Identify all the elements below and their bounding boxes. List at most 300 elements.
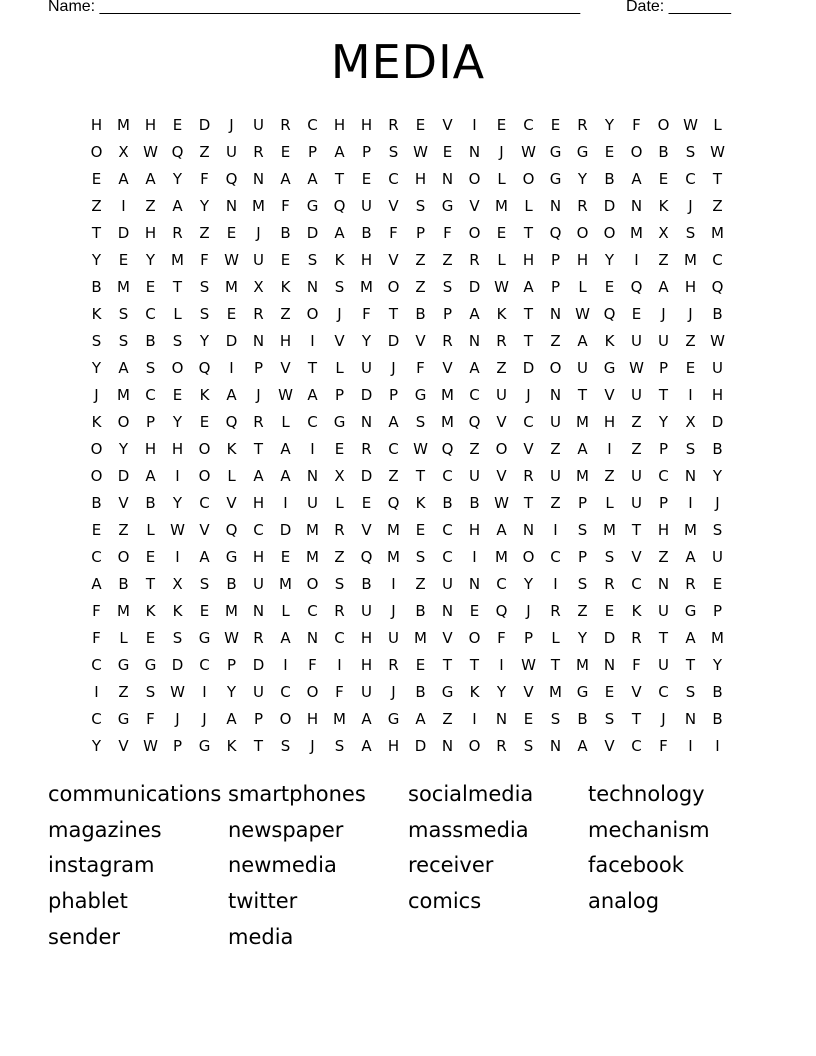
grid-letter: O [306,575,319,593]
grid-letter: M [306,548,319,566]
grid-letter: Z [415,278,426,296]
grid-letter: F [497,629,506,647]
grid-letter: A [307,386,318,404]
grid-letter: V [280,359,291,377]
grid-letter: G [414,386,427,404]
grid-letter: A [415,710,426,728]
grid-letter: S [307,251,318,269]
grid-letter: H [144,440,157,458]
grid-letter: W [521,656,536,674]
grid-letter: J [256,386,261,404]
grid-letter: R [172,224,183,242]
grid-letter: U [577,359,588,377]
grid-letter: E [523,710,534,728]
grid-letter: H [144,224,157,242]
grid-letter: O [306,683,319,701]
grid-letter: E [496,224,507,242]
grid-letter: E [226,224,237,242]
grid-letter: S [415,413,426,431]
grid-letter: S [334,737,345,755]
grid-letter: Q [198,359,211,377]
grid-letter: T [91,224,102,242]
grid-letter: C [469,386,480,404]
grid-letter: U [631,494,642,512]
grid-letter: T [523,332,534,350]
grid-letter: R [577,197,588,215]
grid-letter: P [658,440,669,458]
grid-letter: M [387,521,400,539]
grid-letter: S [415,197,426,215]
grid-letter: J [526,602,531,620]
grid-letter: R [253,143,264,161]
grid-letter: K [226,737,237,755]
grid-letter: N [684,710,697,728]
grid-letter: R [334,521,345,539]
word-list-item: phablet [48,889,128,914]
grid-letter: V [415,332,426,350]
grid-letter: N [468,332,481,350]
grid-letter: I [175,548,180,566]
grid-letter: N [549,386,562,404]
grid-letter: R [523,467,534,485]
grid-letter: Z [442,251,453,269]
grid-letter: T [523,305,534,323]
grid-letter: F [632,116,641,134]
word-list-item: facebook [588,853,684,878]
grid-letter: E [658,170,669,188]
grid-letter: S [577,521,588,539]
grid-letter: N [441,170,454,188]
grid-letter: B [604,170,615,188]
grid-letter: B [415,602,426,620]
grid-letter: G [684,602,697,620]
grid-letter: W [710,143,725,161]
grid-letter: Q [711,278,724,296]
grid-letter: M [441,413,454,431]
grid-letter: Y [577,629,588,647]
page-title: MEDIA [330,35,486,89]
grid-letter: U [658,656,669,674]
grid-letter: N [549,737,562,755]
grid-letter: K [496,305,507,323]
grid-letter: C [631,737,642,755]
grid-letter: K [145,602,156,620]
grid-letter: I [202,683,207,701]
grid-letter: M [495,197,508,215]
grid-letter: B [712,440,723,458]
grid-letter: M [576,413,589,431]
grid-letter: G [333,413,346,431]
grid-letter: Y [199,197,210,215]
grid-letter: D [306,224,319,242]
grid-letter: P [550,278,561,296]
grid-letter: W [224,629,239,647]
grid-letter: R [388,116,399,134]
grid-letter: O [522,170,535,188]
grid-letter: U [469,467,480,485]
grid-letter: W [710,332,725,350]
grid-letter: M [576,467,589,485]
grid-letter: E [334,440,345,458]
grid-letter: E [145,548,156,566]
grid-letter: B [577,710,588,728]
grid-letter: M [576,656,589,674]
grid-letter: H [657,521,670,539]
grid-letter: E [712,575,723,593]
grid-letter: B [91,494,102,512]
grid-letter: C [253,521,264,539]
grid-letter: G [387,710,400,728]
grid-letter: A [199,548,210,566]
grid-letter: W [170,683,185,701]
name-field-line: Name: ______________________________________________________ [48,0,581,15]
grid-letter: I [391,575,396,593]
grid-letter: W [224,251,239,269]
grid-letter: P [361,143,372,161]
grid-letter: J [391,602,396,620]
grid-letter: J [715,494,720,512]
grid-letter: N [360,413,373,431]
grid-letter: A [577,440,588,458]
grid-letter: S [550,710,561,728]
word-list-item: newmedia [228,853,337,878]
grid-letter: U [361,683,372,701]
grid-letter: B [658,143,669,161]
grid-letter: E [172,116,183,134]
word-search-grid [83,112,731,760]
grid-letter: I [283,494,288,512]
grid-letter: M [306,521,319,539]
grid-letter: Y [226,683,237,701]
grid-letter: M [225,602,238,620]
word-list-item: sender [48,924,121,949]
grid-letter: C [523,116,534,134]
grid-letter: H [576,251,589,269]
grid-letter: B [442,494,453,512]
grid-letter: Z [199,224,210,242]
grid-letter: W [143,737,158,755]
grid-letter: P [307,143,318,161]
grid-letter: A [388,413,399,431]
grid-letter: L [713,116,722,134]
grid-letter: E [604,143,615,161]
grid-letter: Y [712,467,723,485]
grid-letter: E [604,602,615,620]
grid-letter: E [415,521,426,539]
grid-letter: Z [712,197,723,215]
grid-letter: B [118,575,129,593]
grid-letter: Y [172,170,183,188]
grid-letter: R [388,656,399,674]
grid-letter: Q [360,548,373,566]
grid-letter: F [389,224,398,242]
grid-letter: R [550,602,561,620]
grid-letter: I [310,440,315,458]
grid-letter: R [496,737,507,755]
grid-letter: E [496,116,507,134]
grid-letter: V [442,359,453,377]
grid-letter: P [388,386,399,404]
grid-letter: A [334,224,345,242]
grid-letter: T [523,224,534,242]
grid-letter: C [199,494,210,512]
word-list-item: twitter [228,889,298,914]
grid-letter: Y [577,170,588,188]
grid-letter: M [549,683,562,701]
grid-letter: S [145,683,156,701]
grid-letter: R [442,332,453,350]
grid-letter: P [253,359,264,377]
grid-letter: U [712,359,723,377]
grid-letter: U [712,548,723,566]
grid-letter: S [172,332,183,350]
grid-letter: Y [199,332,210,350]
grid-letter: Y [91,251,102,269]
grid-letter: H [171,440,184,458]
grid-letter: Q [225,170,238,188]
word-list-item: magazines [48,817,162,842]
grid-letter: N [549,197,562,215]
grid-letter: H [603,413,616,431]
grid-letter: P [577,494,588,512]
grid-letter: D [360,386,373,404]
grid-letter: A [145,467,156,485]
grid-letter: I [472,116,477,134]
grid-letter: Q [171,143,184,161]
grid-letter: A [280,467,291,485]
grid-letter: S [442,278,453,296]
grid-letter: E [226,305,237,323]
grid-letter: M [603,521,616,539]
grid-letter: S [199,305,210,323]
grid-letter: C [496,575,507,593]
grid-letter: G [306,197,319,215]
grid-letter: S [685,143,696,161]
grid-letter: T [685,656,696,674]
grid-letter: D [117,467,130,485]
grid-letter: S [415,548,426,566]
grid-letter: Q [630,278,643,296]
grid-letter: L [146,521,155,539]
grid-letter: C [442,467,453,485]
grid-letter: N [252,332,265,350]
grid-letter: W [278,386,293,404]
grid-letter: H [468,521,481,539]
grid-letter: T [550,656,561,674]
grid-letter: M [171,251,184,269]
grid-letter: O [495,440,508,458]
grid-letter: O [657,116,670,134]
grid-letter: Z [469,440,480,458]
grid-letter: X [685,413,696,431]
grid-letter: X [118,143,129,161]
grid-letter: L [605,494,614,512]
grid-letter: G [549,170,562,188]
grid-letter: J [229,116,234,134]
grid-letter: P [442,305,453,323]
grid-letter: Y [361,332,372,350]
grid-letter: K [199,386,210,404]
grid-letter: Z [550,332,561,350]
grid-letter: Z [199,143,210,161]
grid-letter: N [549,305,562,323]
grid-letter: R [604,575,615,593]
grid-letter: C [442,548,453,566]
grid-letter: Q [468,413,481,431]
grid-letter: K [658,197,669,215]
grid-letter: K [631,602,642,620]
grid-letter: K [280,278,291,296]
word-list-item: media [228,924,294,949]
grid-letter: P [253,710,264,728]
grid-letter: H [306,710,319,728]
grid-letter: N [306,467,319,485]
grid-letter: Z [685,332,696,350]
grid-letter: N [684,467,697,485]
grid-letter: V [523,440,534,458]
grid-letter: A [226,710,237,728]
grid-letter: T [334,170,345,188]
grid-letter: J [499,143,504,161]
word-list-item: technology [588,782,705,806]
grid-letter: M [711,224,724,242]
grid-letter: Y [118,440,129,458]
grid-letter: A [685,548,696,566]
grid-letter: Q [603,305,616,323]
grid-letter: B [280,224,291,242]
grid-letter: A [145,170,156,188]
grid-letter: I [337,656,342,674]
grid-letter: P [334,386,345,404]
grid-letter: Y [496,683,507,701]
grid-letter: I [94,683,99,701]
grid-letter: U [631,332,642,350]
grid-letter: D [414,737,427,755]
grid-letter: U [496,386,507,404]
grid-letter: E [361,494,372,512]
grid-letter: N [522,521,535,539]
grid-letter: P [172,737,183,755]
grid-letter: Y [172,494,183,512]
grid-letter: Z [334,548,345,566]
grid-letter: O [468,737,481,755]
grid-letter: B [469,494,480,512]
grid-letter: F [92,602,101,620]
grid-letter: T [172,278,183,296]
grid-letter: N [306,629,319,647]
grid-letter: R [280,116,291,134]
date-field-line: Date: _______ [626,0,731,15]
grid-letter: C [523,413,534,431]
grid-letter: L [173,305,182,323]
grid-letter: L [281,602,290,620]
grid-letter: I [121,197,126,215]
grid-letter: O [468,170,481,188]
grid-letter: Z [496,359,507,377]
grid-letter: Y [145,251,156,269]
grid-letter: U [361,359,372,377]
grid-letter: E [199,413,210,431]
grid-letter: P [658,494,669,512]
grid-letter: O [198,440,211,458]
grid-letter: H [333,116,346,134]
grid-letter: Q [441,440,454,458]
grid-letter: B [415,305,426,323]
grid-letter: N [468,575,481,593]
grid-letter: T [577,386,588,404]
grid-letter: N [252,170,265,188]
grid-letter: E [172,386,183,404]
grid-letter: E [280,251,291,269]
grid-letter: J [688,305,693,323]
grid-letter: C [91,548,102,566]
grid-letter: S [604,710,615,728]
grid-letter: B [226,575,237,593]
grid-letter: A [253,467,264,485]
grid-letter: R [334,602,345,620]
grid-letter: E [604,278,615,296]
grid-letter: I [472,710,477,728]
grid-letter: W [413,440,428,458]
grid-letter: W [629,359,644,377]
word-list-item: analog [588,889,660,914]
grid-letter: W [413,143,428,161]
grid-letter: Z [550,440,561,458]
grid-letter: U [442,575,453,593]
grid-letter: M [711,629,724,647]
grid-letter: S [577,575,588,593]
grid-letter: F [92,629,101,647]
grid-letter: R [253,629,264,647]
grid-letter: I [553,521,558,539]
grid-letter: N [630,197,643,215]
grid-letter: B [712,710,723,728]
grid-letter: E [118,251,129,269]
grid-letter: V [118,737,129,755]
grid-letter: O [549,359,562,377]
grid-letter: H [522,251,535,269]
grid-letter: T [307,359,318,377]
grid-letter: O [90,467,103,485]
grid-letter: E [685,359,696,377]
grid-letter: S [118,305,129,323]
word-list-item: socialmedia [408,782,534,806]
grid-letter: N [441,737,454,755]
grid-letter: U [388,629,399,647]
grid-letter: T [253,737,264,755]
grid-letter: M [684,521,697,539]
grid-letter: V [118,494,129,512]
grid-letter: N [441,602,454,620]
grid-letter: E [631,305,642,323]
grid-letter: Y [91,359,102,377]
grid-letter: G [441,683,454,701]
grid-letter: Q [225,413,238,431]
grid-letter: R [469,251,480,269]
grid-letter: T [145,575,156,593]
grid-letter: F [416,359,425,377]
grid-letter: Y [523,575,534,593]
grid-letter: D [198,116,211,134]
grid-letter: I [553,575,558,593]
grid-letter: F [335,683,344,701]
grid-letter: U [658,602,669,620]
grid-letter: T [469,656,480,674]
grid-letter: M [117,386,130,404]
grid-letter: E [145,278,156,296]
grid-letter: N [252,602,265,620]
grid-letter: M [630,224,643,242]
